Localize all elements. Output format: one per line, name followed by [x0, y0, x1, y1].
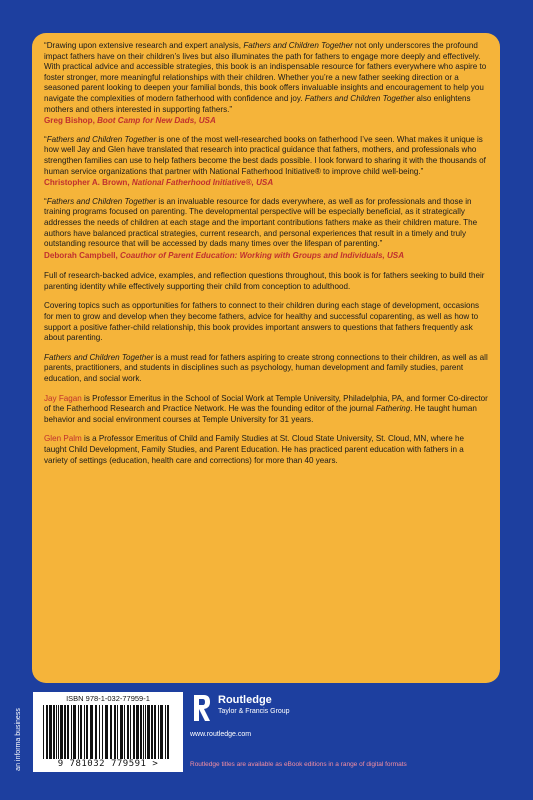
barcode-bar [133, 705, 135, 759]
routledge-logo-icon [192, 693, 212, 723]
text-run: Covering topics such as opportunities for fathers to connect to their children during each stage of development, occasions for men to grow and develop when they become fathers, advice for healthy and successful coparenting, as well as how to support a positive father-child relationship, this book provides important answers to questions that fathers frequently ask about parenting. [44, 301, 480, 343]
barcode-bar [80, 705, 82, 759]
barcode-bar [56, 705, 57, 759]
barcode-bar [73, 705, 76, 759]
barcode-bar [95, 705, 97, 759]
endorsements [44, 41, 488, 261]
author-name: Jay Fagan [44, 393, 82, 403]
barcode-bar [105, 705, 108, 759]
publisher-website: www.routledge.com [190, 731, 252, 738]
barcode-bar [151, 705, 153, 759]
informa-tagline: an informa business [14, 708, 22, 771]
text-run: is a must read for fathers aspiring to create strong connections to their children, as well as all parents, practitioners, and students in disciplines such as psychology, human development and family studies, parent education, and social work. [44, 352, 488, 384]
italic-title: Fathering [376, 404, 411, 414]
barcode-bar [167, 705, 169, 759]
endorsement-attribution [44, 178, 488, 189]
barcode-bar [46, 705, 48, 759]
barcode-number: 9 781032 779591 > [57, 759, 159, 769]
isbn-label: ISBN 978-1-032-77959-1 [66, 694, 150, 703]
book-description [44, 271, 488, 384]
side-tagline [9, 708, 22, 776]
endorser-affiliation: Coauthor of Parent Education: Working with Groups and Individuals, USA [120, 250, 405, 260]
endorser-affiliation: Boot Camp for New Dads, USA [97, 116, 216, 126]
barcode-bar [78, 705, 79, 759]
endorsement-quote [44, 41, 488, 115]
italic-title: Fathers and Children Together [46, 134, 157, 144]
barcode-bar [147, 705, 150, 759]
text-run: is a Professor Emeritus of Child and Family Studies at St. Cloud State University, St. Cloud, MN, where he taught Child Development, Family Studies, and Parent Education. He has practiced parent education with fathers in a variety of settings (education, health care and corrections) for more than 40 years. [44, 434, 465, 465]
description-paragraph [44, 301, 488, 343]
endorsement-attribution [44, 251, 488, 262]
barcode-bars [43, 705, 173, 759]
text-run: . He taught human behavior and social environment courses at Temple University for 31 years. [44, 404, 477, 424]
barcode-bar [102, 705, 103, 759]
barcode-bar [64, 705, 66, 759]
barcode-bar [140, 705, 142, 759]
barcode-box [33, 692, 183, 772]
endorsement-quote [44, 135, 488, 177]
barcode-bar [84, 705, 85, 759]
ebook-note: Routledge titles are available as eBook editions in a range of digital formats [190, 761, 407, 768]
text-run: “ [44, 196, 47, 206]
barcode-bar [130, 705, 131, 759]
author-bio [44, 394, 488, 426]
barcode-bar [110, 705, 112, 759]
barcode-bar [165, 705, 166, 759]
text-run: “Drawing upon extensive research and expert analysis, [44, 41, 244, 50]
text-run: also enlightens mothers and others interested in supporting fathers.” [44, 93, 471, 114]
barcode-bar [53, 705, 55, 759]
barcode-bar [158, 705, 159, 759]
barcode-bar [120, 705, 123, 759]
endorsement-quote [44, 197, 488, 250]
publisher-subtitle: Taylor & Francis Group [218, 708, 290, 715]
text-run: Full of research-backed advice, examples, and reflection questions throughout, this book is for fathers seeking to build their parenting identity while effectively supporting their child from conception to adulthood. [44, 271, 485, 291]
barcode-bar [99, 705, 100, 759]
barcode-bar [67, 705, 69, 759]
description-paragraph [44, 353, 488, 385]
barcode-bar [124, 705, 125, 759]
italic-title: Fathers and Children Together [304, 93, 415, 103]
endorser-name: Christopher A. Brown, [44, 178, 132, 188]
barcode-bar [90, 705, 93, 759]
barcode-bar [114, 705, 116, 759]
back-cover-panel [32, 33, 500, 683]
author-bios [44, 394, 488, 467]
barcode-bar [71, 705, 72, 759]
text-run: not only underscores the profound impact fathers have on their children’s lives but also illuminates the path for fathers to engage more deeply and effectively. With practical advice and accessible strategies, this book is an indispensable resource for fathers everywhere who aspire to foster stronger, more meaningful relationships with their children. Whether you’re a new father seeking direction or a seasoned parent looking to deepen your familial bonds, this book offers invaluable insights and encouragement to help you navigate the complexities of modern fatherhood with confidence and joy. [44, 41, 487, 103]
endorsement-attribution [44, 116, 488, 127]
barcode-bar [160, 705, 163, 759]
description-paragraph [44, 271, 488, 292]
barcode-bar [58, 705, 59, 759]
author-bio [44, 434, 488, 466]
endorser-name: Deborah Campbell, [44, 250, 121, 260]
barcode-bar [136, 705, 139, 759]
barcode-bar [49, 705, 52, 759]
text-run: is one of the most well-researched books on fatherhood I’ve seen. What makes it unique is how well Jay and Glen have translated that research into practical guidance that fathers, mothers, and professionals who strengthen families can use to help fathers become the best dads possible. I look forward to sharing it with the thousands of human service organizations that partner with National Fatherhood Initiative® to improve child well-being.” [44, 134, 486, 176]
text-run: is an invaluable resource for dads everywhere, as well as for professionals and those in training programs focused on parenting. The developmental perspective will be especially beneficial, as it strategically addresses the needs of children at each stage and the important contributions fathers make as their children mature. The authors have balanced practical strategies, current research, and personal experiences that result in a timely and truly outstanding resource that will be accessed by dads many times over the lifespan of parenting.” [44, 196, 478, 249]
barcode-bar [154, 705, 156, 759]
italic-title: Fathers and Children Together [46, 196, 157, 206]
publisher-name: Routledge [218, 694, 272, 706]
text-run: is Professor Emeritus in the School of Social Work at Temple University, Philadelphia, PA, and former Co-director of the Fatherhood Research and Practice Network. He was the founding editor of the journal [44, 393, 488, 414]
endorser-name: Greg Bishop, [44, 116, 98, 126]
barcode-bar [60, 705, 63, 759]
barcode-bar [143, 705, 144, 759]
barcode-bar [127, 705, 129, 759]
barcode-bar [117, 705, 118, 759]
italic-title: Fathers and Children Together [44, 352, 154, 362]
barcode-bar [145, 705, 146, 759]
endorser-affiliation: National Fatherhood Initiative®, USA [131, 178, 274, 188]
barcode-bar [86, 705, 88, 759]
text-run: “ [44, 134, 47, 144]
author-name: Glen Palm [44, 434, 82, 444]
barcode-bar [43, 705, 44, 759]
italic-title: Fathers and Children Together [243, 41, 353, 50]
